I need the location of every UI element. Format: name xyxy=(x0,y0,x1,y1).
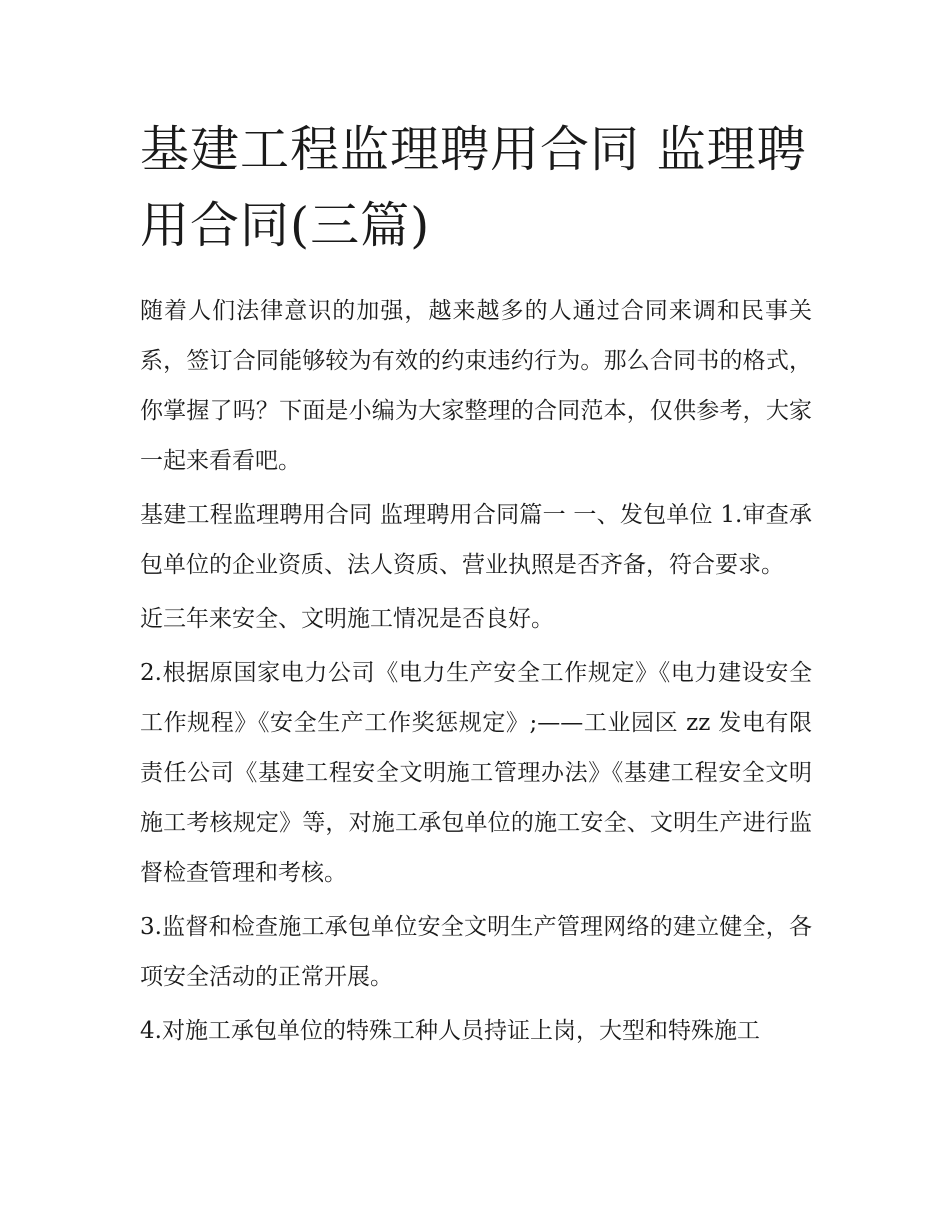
paragraph-item-3: 3.监督和检查施工承包单位安全文明生产管理网络的建立健全，各项安全活动的正常开展。 xyxy=(140,914,812,990)
paragraph-section-1: 基建工程监理聘用合同 监理聘用合同篇一 一、发包单位 1.审查承包单位的企业资质、法人资质、营业执照是否齐备，符合要求。 xyxy=(140,502,812,578)
paragraph-safety-record: 近三年来安全、文明施工情况是否良好。 xyxy=(140,606,554,632)
document-title: 基建工程监理聘用合同 监理聘用合同(三篇) xyxy=(140,121,807,254)
paragraph-intro: 随着人们法律意识的加强，越来越多的人通过合同来调和民事关系，签订合同能够较为有效的约束违约行为。那么合同书的格式，你掌握了吗？下面是小编为大家整理的合同范本，仅供参考，大家一起来看看吧。 xyxy=(140,298,812,474)
document-page xyxy=(140,112,812,1060)
paragraph-item-2: 2.根据原国家电力公司《电力生产安全工作规定》《电力建设安全工作规程》《安全生产工作奖惩规定》;——工业园区 zz 发电有限责任公司《基建工程安全文明施工管理办法》《基建工程安全文明施工考核规定》等，对施工承包单位的施工安全、文明生产进行监督检查管理和考核。 xyxy=(140,660,812,886)
paragraph-item-4: 4.对施工承包单位的特殊工种人员持证上岗，大型和特殊施工 xyxy=(140,1018,760,1044)
